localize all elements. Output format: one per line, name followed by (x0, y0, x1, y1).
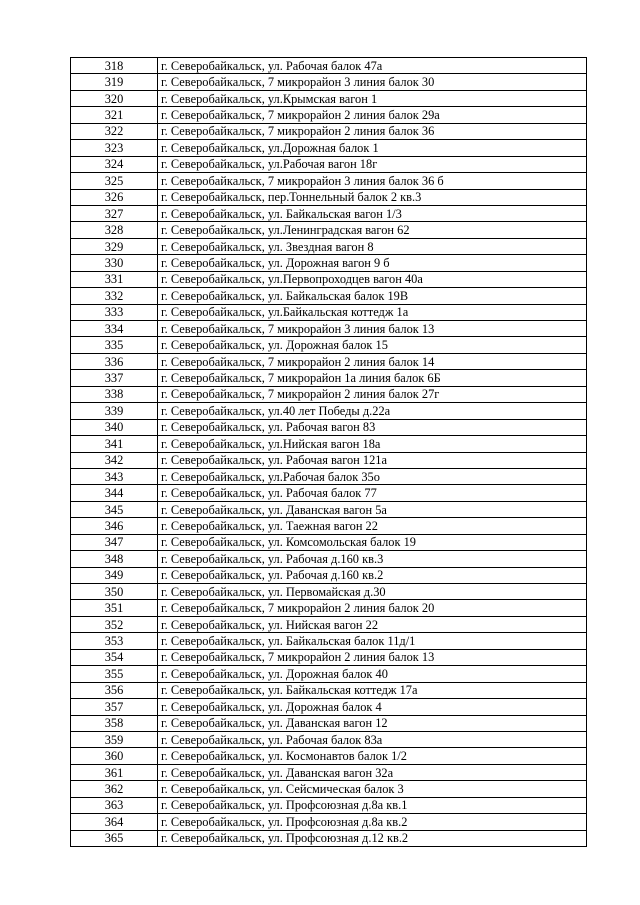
row-number-cell: 326 (71, 189, 158, 205)
row-number-cell: 365 (71, 830, 158, 846)
table-row (71, 419, 587, 435)
address-cell: г. Северобайкальск, ул. Дорожная балок 40 (158, 666, 587, 682)
address-cell: г. Северобайкальск, ул.Дорожная балок 1 (158, 140, 587, 156)
row-number-cell: 345 (71, 501, 158, 517)
table-row (71, 173, 587, 189)
row-number-cell: 364 (71, 814, 158, 830)
address-cell: г. Северобайкальск, ул. Даванская вагон 12 (158, 715, 587, 731)
row-number-cell: 355 (71, 666, 158, 682)
row-number-cell: 333 (71, 304, 158, 320)
row-number-cell: 339 (71, 403, 158, 419)
row-number-cell: 362 (71, 781, 158, 797)
row-number-cell: 359 (71, 731, 158, 747)
address-cell: г. Северобайкальск, ул.Байкальская коттедж 1а (158, 304, 587, 320)
address-cell: г. Северобайкальск, 7 микрорайон 2 линия балок 20 (158, 600, 587, 616)
address-cell: г. Северобайкальск, ул. Рабочая д.160 кв.3 (158, 551, 587, 567)
table-row (71, 518, 587, 534)
table-row (71, 255, 587, 271)
row-number-cell: 354 (71, 649, 158, 665)
row-number-cell: 327 (71, 205, 158, 221)
row-number-cell: 331 (71, 271, 158, 287)
table-row (71, 633, 587, 649)
address-cell: г. Северобайкальск, ул. Рабочая вагон 121а (158, 452, 587, 468)
table-row (71, 485, 587, 501)
table-row (71, 222, 587, 238)
address-cell: г. Северобайкальск, ул. Рабочая вагон 83 (158, 419, 587, 435)
address-cell: г. Северобайкальск, 7 микрорайон 3 линия балок 13 (158, 321, 587, 337)
address-cell: г. Северобайкальск, ул.Ленинградская вагон 62 (158, 222, 587, 238)
row-number-cell: 352 (71, 616, 158, 632)
row-number-cell: 347 (71, 534, 158, 550)
address-cell: г. Северобайкальск, ул.Нийская вагон 18а (158, 436, 587, 452)
table-row (71, 90, 587, 106)
address-cell: г. Северобайкальск, ул. Профсоюзная д.12 кв.2 (158, 830, 587, 846)
row-number-cell: 341 (71, 436, 158, 452)
table-row (71, 140, 587, 156)
address-cell: г. Северобайкальск, ул. Рабочая балок 83а (158, 731, 587, 747)
row-number-cell: 319 (71, 74, 158, 90)
row-number-cell: 360 (71, 748, 158, 764)
address-cell: г. Северобайкальск, ул.Крымская вагон 1 (158, 90, 587, 106)
address-cell: г. Северобайкальск, ул. Дорожная вагон 9 б (158, 255, 587, 271)
row-number-cell: 329 (71, 238, 158, 254)
address-cell: г. Северобайкальск, 7 микрорайон 2 линия балок 14 (158, 353, 587, 369)
row-number-cell: 337 (71, 370, 158, 386)
row-number-cell: 346 (71, 518, 158, 534)
address-cell: г. Северобайкальск, ул. Рабочая балок 77 (158, 485, 587, 501)
table-row (71, 321, 587, 337)
address-cell: г. Северобайкальск, 7 микрорайон 2 линия балок 27г (158, 386, 587, 402)
address-table (70, 57, 587, 847)
row-number-cell: 335 (71, 337, 158, 353)
address-cell: г. Северобайкальск, ул. Байкальская балок 19В (158, 288, 587, 304)
row-number-cell: 330 (71, 255, 158, 271)
address-cell: г. Северобайкальск, ул. Профсоюзная д.8а кв.2 (158, 814, 587, 830)
table-row (71, 205, 587, 221)
table-row (71, 370, 587, 386)
table-row (71, 764, 587, 780)
table-row (71, 436, 587, 452)
table-row (71, 666, 587, 682)
table-row (71, 534, 587, 550)
table-row (71, 304, 587, 320)
address-cell: г. Северобайкальск, ул. Байкальская балок 11д/1 (158, 633, 587, 649)
row-number-cell: 336 (71, 353, 158, 369)
row-number-cell: 350 (71, 584, 158, 600)
table-row (71, 797, 587, 813)
address-cell: г. Северобайкальск, ул. Дорожная балок 15 (158, 337, 587, 353)
table-row (71, 58, 587, 74)
address-cell: г. Северобайкальск, 7 микрорайон 1а линия балок 6Б (158, 370, 587, 386)
table-row (71, 123, 587, 139)
table-row (71, 74, 587, 90)
table-row (71, 682, 587, 698)
address-cell: г. Северобайкальск, ул. Даванская вагон 5а (158, 501, 587, 517)
address-cell: г. Северобайкальск, ул.Рабочая балок 35о (158, 468, 587, 484)
row-number-cell: 342 (71, 452, 158, 468)
address-cell: г. Северобайкальск, ул. Байкальская коттедж 17а (158, 682, 587, 698)
table-row (71, 781, 587, 797)
row-number-cell: 322 (71, 123, 158, 139)
table-row (71, 107, 587, 123)
address-cell: г. Северобайкальск, ул. Комсомольская балок 19 (158, 534, 587, 550)
table-row (71, 715, 587, 731)
table-row (71, 814, 587, 830)
address-cell: г. Северобайкальск, ул. Даванская вагон 32а (158, 764, 587, 780)
address-cell: г. Северобайкальск, ул. Профсоюзная д.8а кв.1 (158, 797, 587, 813)
row-number-cell: 349 (71, 567, 158, 583)
table-row (71, 238, 587, 254)
row-number-cell: 323 (71, 140, 158, 156)
row-number-cell: 357 (71, 699, 158, 715)
address-cell: г. Северобайкальск, ул. Дорожная балок 4 (158, 699, 587, 715)
row-number-cell: 328 (71, 222, 158, 238)
address-cell: г. Северобайкальск, ул. Нийская вагон 22 (158, 616, 587, 632)
address-table-body (71, 58, 587, 847)
row-number-cell: 334 (71, 321, 158, 337)
table-row (71, 189, 587, 205)
address-cell: г. Северобайкальск, ул. Рабочая д.160 кв.2 (158, 567, 587, 583)
table-row (71, 386, 587, 402)
address-cell: г. Северобайкальск, ул. Космонавтов балок 1/2 (158, 748, 587, 764)
table-row (71, 649, 587, 665)
address-cell: г. Северобайкальск, ул.Рабочая вагон 18г (158, 156, 587, 172)
table-row (71, 271, 587, 287)
row-number-cell: 343 (71, 468, 158, 484)
address-cell: г. Северобайкальск, пер.Тоннельный балок 2 кв.3 (158, 189, 587, 205)
address-cell: г. Северобайкальск, ул. Таежная вагон 22 (158, 518, 587, 534)
address-cell: г. Северобайкальск, 7 микрорайон 3 линия балок 30 (158, 74, 587, 90)
table-row (71, 567, 587, 583)
address-cell: г. Северобайкальск, ул.Первопроходцев вагон 40а (158, 271, 587, 287)
table-row (71, 830, 587, 846)
row-number-cell: 351 (71, 600, 158, 616)
row-number-cell: 361 (71, 764, 158, 780)
address-cell: г. Северобайкальск, 7 микрорайон 3 линия балок 36 б (158, 173, 587, 189)
row-number-cell: 332 (71, 288, 158, 304)
address-cell: г. Северобайкальск, 7 микрорайон 2 линия балок 13 (158, 649, 587, 665)
table-row (71, 501, 587, 517)
address-cell: г. Северобайкальск, 7 микрорайон 2 линия балок 36 (158, 123, 587, 139)
table-row (71, 403, 587, 419)
table-row (71, 551, 587, 567)
address-cell: г. Северобайкальск, ул. Первомайская д.30 (158, 584, 587, 600)
table-row (71, 600, 587, 616)
row-number-cell: 321 (71, 107, 158, 123)
row-number-cell: 338 (71, 386, 158, 402)
address-cell: г. Северобайкальск, ул. Рабочая балок 47а (158, 58, 587, 74)
row-number-cell: 320 (71, 90, 158, 106)
table-row (71, 584, 587, 600)
row-number-cell: 344 (71, 485, 158, 501)
row-number-cell: 356 (71, 682, 158, 698)
table-row (71, 616, 587, 632)
address-cell: г. Северобайкальск, ул. Звездная вагон 8 (158, 238, 587, 254)
address-cell: г. Северобайкальск, ул. Сейсмическая балок 3 (158, 781, 587, 797)
row-number-cell: 318 (71, 58, 158, 74)
table-row (71, 748, 587, 764)
row-number-cell: 324 (71, 156, 158, 172)
row-number-cell: 353 (71, 633, 158, 649)
row-number-cell: 325 (71, 173, 158, 189)
table-row (71, 288, 587, 304)
table-row (71, 699, 587, 715)
address-cell: г. Северобайкальск, ул. Байкальская вагон 1/3 (158, 205, 587, 221)
row-number-cell: 348 (71, 551, 158, 567)
address-cell: г. Северобайкальск, 7 микрорайон 2 линия балок 29а (158, 107, 587, 123)
table-row (71, 468, 587, 484)
table-row (71, 731, 587, 747)
table-row (71, 353, 587, 369)
row-number-cell: 363 (71, 797, 158, 813)
row-number-cell: 358 (71, 715, 158, 731)
table-row (71, 452, 587, 468)
table-row (71, 337, 587, 353)
table-row (71, 156, 587, 172)
row-number-cell: 340 (71, 419, 158, 435)
address-cell: г. Северобайкальск, ул.40 лет Победы д.22а (158, 403, 587, 419)
